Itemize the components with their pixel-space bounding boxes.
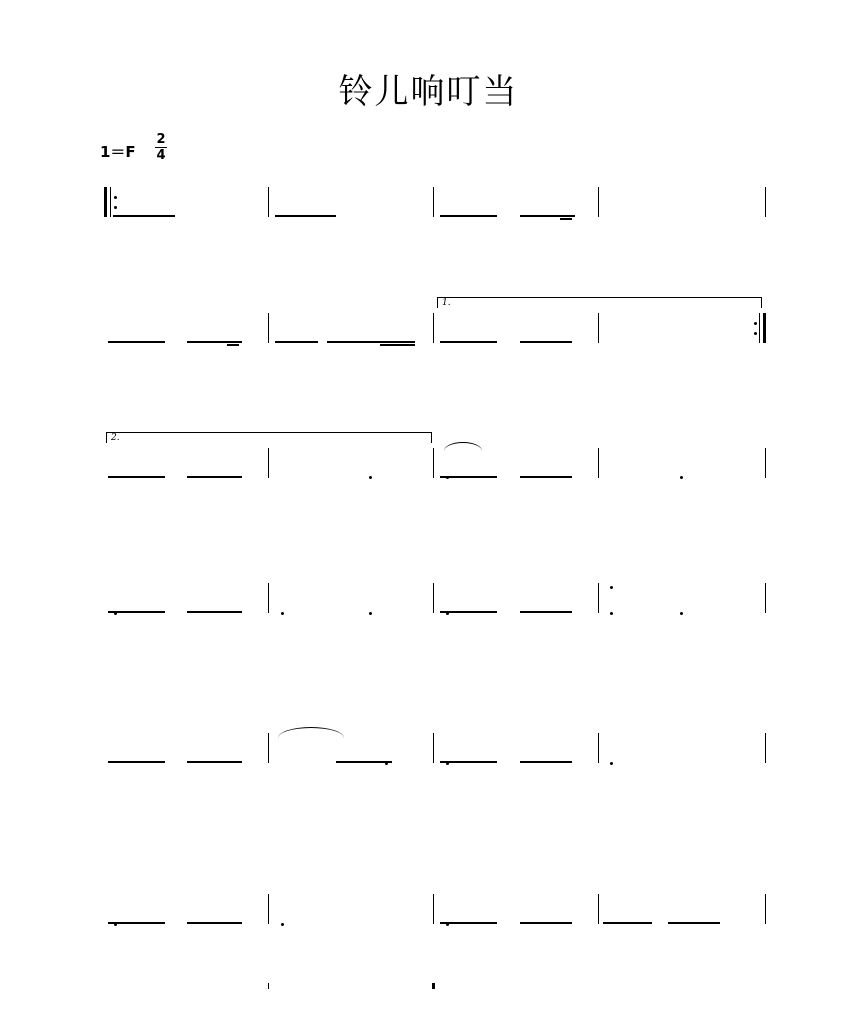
barline xyxy=(433,448,434,478)
beam xyxy=(187,611,242,613)
low-octave-dot xyxy=(680,612,683,615)
barline xyxy=(765,583,766,613)
beam xyxy=(380,344,415,346)
barline xyxy=(598,894,599,924)
volta-1-label: 1. xyxy=(442,298,451,308)
low-octave-dot xyxy=(281,923,284,926)
beam xyxy=(603,922,652,924)
barline xyxy=(433,187,434,217)
low-octave-dot xyxy=(446,612,449,615)
barline xyxy=(268,187,269,217)
volta-2 xyxy=(106,432,432,443)
low-octave-dot xyxy=(114,923,117,926)
repeat-end-thin xyxy=(759,313,760,343)
barline xyxy=(765,894,766,924)
meter-top: 2 xyxy=(156,132,166,147)
beam xyxy=(227,344,239,346)
volta-2-label: 2. xyxy=(111,433,120,443)
barline xyxy=(433,733,434,763)
low-octave-dot xyxy=(610,762,613,765)
barline xyxy=(433,583,434,613)
barline xyxy=(598,187,599,217)
low-octave-dot xyxy=(446,476,449,479)
barline xyxy=(268,583,269,613)
slur xyxy=(278,727,344,738)
barline xyxy=(598,733,599,763)
beam xyxy=(113,215,175,217)
barline xyxy=(268,733,269,763)
beam xyxy=(275,341,318,343)
time-signature xyxy=(154,132,168,163)
barline xyxy=(598,448,599,478)
repeat-start-thin xyxy=(110,187,111,217)
page-mark xyxy=(268,983,269,989)
meter-bottom: 4 xyxy=(156,148,166,163)
beam xyxy=(520,922,572,924)
beam xyxy=(327,341,415,343)
low-octave-dot xyxy=(281,612,284,615)
repeat-start-barline xyxy=(104,187,107,217)
repeat-dot xyxy=(754,322,757,325)
beam xyxy=(440,215,497,217)
barline xyxy=(268,448,269,478)
barline xyxy=(268,313,269,343)
barline xyxy=(598,313,599,343)
beam xyxy=(520,476,572,478)
high-octave-dot xyxy=(610,586,613,589)
beam xyxy=(108,476,165,478)
beam xyxy=(187,476,242,478)
beam xyxy=(440,341,497,343)
beam xyxy=(336,761,392,763)
repeat-end-barline xyxy=(763,313,766,343)
beam xyxy=(520,341,572,343)
beam xyxy=(108,341,165,343)
repeat-dot xyxy=(114,206,117,209)
page-mark xyxy=(432,983,435,989)
slur xyxy=(444,442,482,451)
low-octave-dot xyxy=(680,476,683,479)
low-octave-dot xyxy=(610,612,613,615)
key-signature: 1＝F xyxy=(100,143,136,161)
beam xyxy=(187,341,242,343)
low-octave-dot xyxy=(446,762,449,765)
barline xyxy=(765,187,766,217)
beam xyxy=(275,215,336,217)
barline xyxy=(598,583,599,613)
song-title: 铃儿响叮当 xyxy=(338,72,519,112)
low-octave-dot xyxy=(385,762,388,765)
beam xyxy=(108,761,165,763)
beam xyxy=(187,922,242,924)
beam xyxy=(187,761,242,763)
barline xyxy=(765,733,766,763)
repeat-dot xyxy=(754,332,757,335)
barline xyxy=(433,313,434,343)
barline xyxy=(268,894,269,924)
barline xyxy=(765,448,766,478)
barline xyxy=(433,894,434,924)
beam xyxy=(520,761,572,763)
low-octave-dot xyxy=(114,612,117,615)
beam xyxy=(668,922,720,924)
repeat-dot xyxy=(114,196,117,199)
beam xyxy=(560,218,572,220)
low-octave-dot xyxy=(446,923,449,926)
low-octave-dot xyxy=(369,612,372,615)
beam xyxy=(520,611,572,613)
volta-1 xyxy=(437,297,762,308)
beam xyxy=(560,215,572,217)
low-octave-dot xyxy=(369,476,372,479)
